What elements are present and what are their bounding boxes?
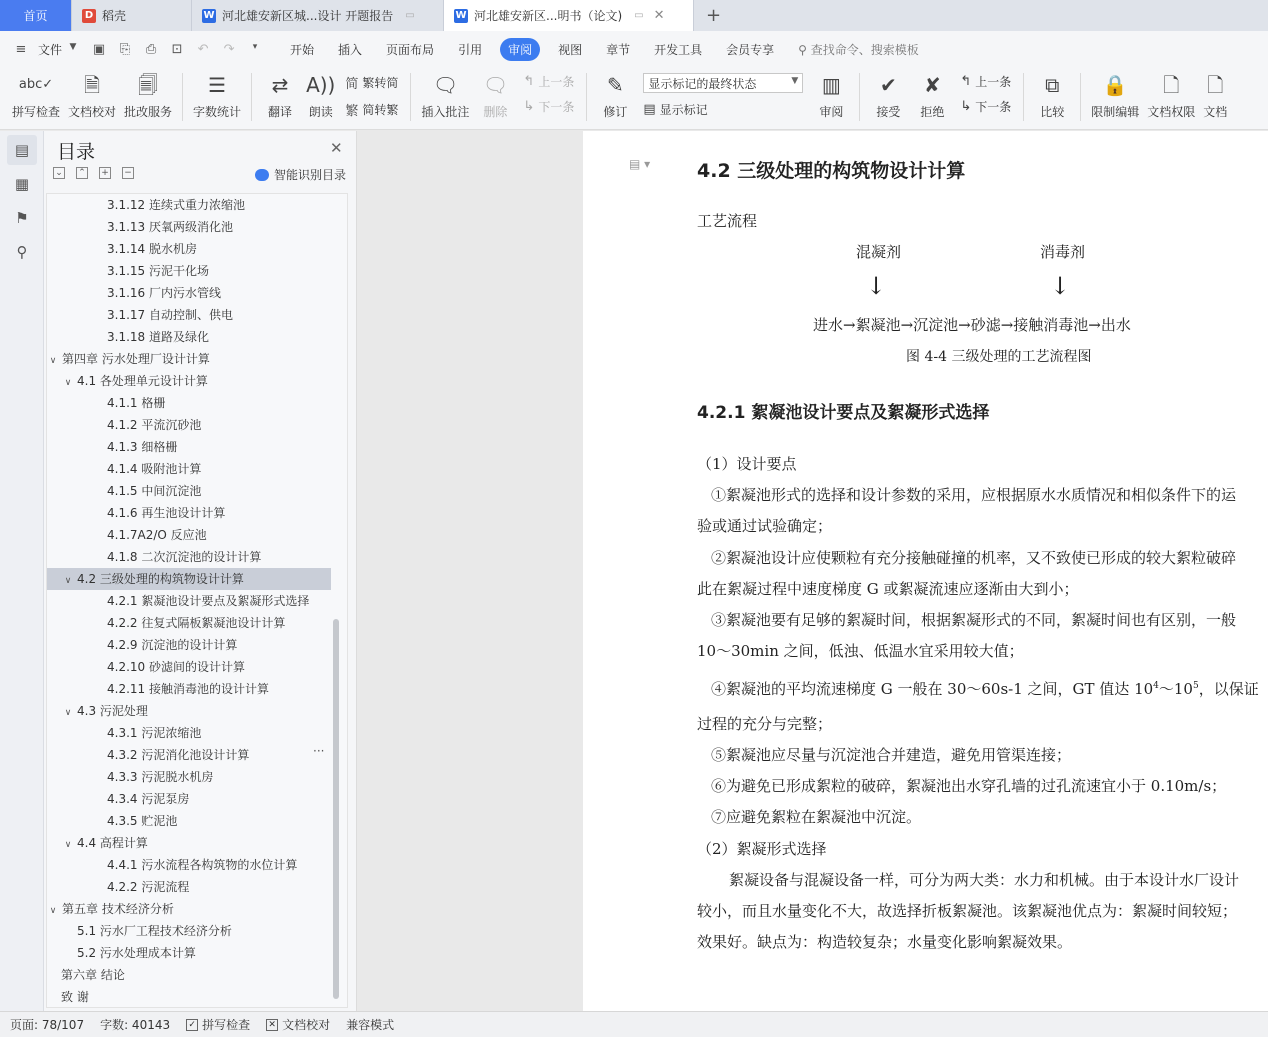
chevron-down-icon: ▼: [791, 76, 799, 86]
compare-icon: ⧉: [1045, 73, 1060, 97]
lock-doc-icon: 🔒: [1102, 73, 1128, 97]
tab-doc-thesis[interactable]: [444, 0, 694, 31]
body-line: ⑦应避免絮粒在絮凝池中沉淀。: [711, 808, 922, 826]
toc-title: 目录: [57, 141, 96, 163]
reject-icon: ✘: [923, 73, 941, 97]
word-count-label: 字数统计: [193, 105, 242, 119]
toc-item-label: 4.1 各处理单元设计计算: [77, 374, 208, 388]
toc-item[interactable]: [47, 766, 331, 788]
read-aloud-label: 朗读: [308, 105, 333, 119]
word-doc-icon: W: [455, 10, 467, 21]
read-aloud-button[interactable]: [302, 67, 339, 120]
word-count-button[interactable]: [189, 67, 245, 120]
next-comment-button[interactable]: [523, 98, 574, 115]
trad-to-simp-button[interactable]: [345, 73, 398, 92]
toc-item-label: 4.3 污泥处理: [77, 704, 148, 718]
accept-button[interactable]: [866, 67, 910, 120]
menu-reference[interactable]: 引用: [458, 42, 483, 57]
compare-button[interactable]: [1030, 67, 1074, 120]
toc-item[interactable]: [47, 392, 331, 414]
body-line: 效果好。缺点为：构造较复杂；水量变化影响絮凝效果。: [697, 933, 1073, 951]
superscript: 4: [1153, 681, 1159, 691]
translate-button[interactable]: [258, 67, 302, 120]
smart-toc-label: 智能识别目录: [274, 168, 347, 182]
prev-comment-button[interactable]: [523, 73, 574, 90]
menu-review[interactable]: 审阅: [500, 38, 540, 61]
command-search-label: 查找命令、搜索模板: [810, 42, 919, 57]
redo-icon[interactable]: ↷: [223, 42, 235, 57]
toc-item-label: 4.2.1 絮凝池设计要点及絮凝形式选择: [107, 594, 310, 608]
toc-item[interactable]: [47, 964, 331, 986]
translate-label: 翻译: [268, 105, 293, 119]
tab-doc-proposal[interactable]: [192, 0, 444, 31]
toc-item-label: 5.1 污水厂工程技术经济分析: [77, 924, 232, 938]
toc-item-label: 4.1.7A2/O 反应池: [107, 528, 207, 542]
daoke-icon: D: [82, 9, 96, 23]
smart-toc-button[interactable]: [255, 166, 346, 183]
next-comment-icon: ↳: [523, 99, 535, 114]
toc-panel: [44, 131, 357, 1011]
toc-item-label: 4.2.2 往复式隔板絮凝池设计计算: [107, 616, 286, 630]
smart-toc-icon: [255, 169, 269, 181]
track-changes-icon: ✎: [606, 73, 624, 97]
compare-label: 比较: [1040, 105, 1065, 119]
toc-list: [46, 193, 348, 1008]
batch-service-icon: 🗐: [138, 73, 159, 97]
tab-monitor-icon: ▭: [634, 10, 644, 21]
status-doc-check[interactable]: [266, 1016, 330, 1033]
export-icon[interactable]: ⎘: [119, 42, 131, 57]
toc-item[interactable]: [47, 414, 331, 436]
toc-item[interactable]: [47, 216, 331, 238]
toc-item[interactable]: [47, 854, 331, 876]
spell-check-icon: abc✓: [18, 77, 54, 92]
toc-item[interactable]: [47, 920, 331, 942]
chevron-down-icon[interactable]: ∨: [64, 576, 72, 586]
toc-item[interactable]: [47, 546, 331, 568]
checkbox-icon: ✓: [186, 1019, 198, 1031]
toc-item[interactable]: [47, 348, 331, 370]
body-line: ①絮凝池形式的选择和设计参数的采用，应根据原水水质情况和相似条件下的运: [711, 486, 1237, 504]
menu-view[interactable]: 视图: [558, 42, 583, 57]
arrow-down-icon: ↓: [1050, 272, 1071, 300]
toc-item-label: 4.1.6 再生池设计计算: [107, 506, 226, 520]
insert-comment-label: 插入批注: [421, 105, 470, 119]
body-line: 絮凝设备与混凝设备一样，可分为两大类：水力和机械。由于本设计水厂设计: [729, 871, 1240, 889]
body-text: ～10: [1158, 680, 1193, 698]
next-change-icon: ↳: [960, 99, 972, 114]
doc-more-button[interactable]: [1199, 67, 1231, 120]
revise-button[interactable]: [593, 67, 637, 120]
ribbon-divider: [410, 73, 411, 121]
tab-daoke-label: 稻壳: [102, 9, 127, 23]
toc-item-label: 4.1.8 二次沉淀池的设计计算: [107, 550, 262, 564]
translate-icon: ⇄: [271, 73, 289, 97]
collapse-all-icon[interactable]: −: [122, 167, 134, 179]
body-line: ⑤絮凝池应尽量与沉淀池合并建造，避免用管渠连接；: [711, 746, 1072, 764]
spell-check-button[interactable]: [8, 67, 64, 120]
ribbon-divider: [1080, 73, 1081, 121]
body-line: 10～30min 之间，低浊、低温水宜采用较大值；: [697, 642, 1024, 660]
toc-item[interactable]: [47, 700, 331, 722]
print-preview-icon[interactable]: ⊡: [171, 42, 183, 57]
doc-permission-label: 文档权限: [1147, 105, 1196, 119]
toc-item[interactable]: [47, 282, 331, 304]
toc-item[interactable]: [47, 304, 331, 326]
toc-item[interactable]: [47, 568, 331, 590]
bookmark-icon[interactable]: ⚑: [15, 209, 29, 227]
restrict-edit-button[interactable]: [1087, 67, 1143, 120]
outline-icon[interactable]: ▤: [7, 135, 37, 165]
simp-trad-icon: 繁: [345, 104, 359, 119]
chevron-down-icon[interactable]: ∨: [64, 378, 72, 388]
ribbon-divider: [182, 73, 183, 121]
add-comment-icon: 🗨: [432, 73, 459, 97]
body-line: 验或通过试验确定；: [697, 517, 833, 535]
toc-item-label: 4.1.3 细格栅: [107, 440, 178, 454]
toc-item[interactable]: [47, 986, 331, 1008]
toc-item-label: 4.4 高程计算: [77, 836, 148, 850]
document-canvas: [357, 131, 583, 1011]
search-icon: ⚲: [798, 42, 807, 57]
toc-item-label: 4.1.4 吸附池计算: [107, 462, 202, 476]
word-count[interactable]: 字数: 40143: [100, 1018, 171, 1032]
revise-label: 修订: [603, 105, 628, 119]
batch-service-button[interactable]: [120, 67, 176, 120]
toc-item-label: 3.1.17 自动控制、供电: [107, 308, 233, 322]
subsection-heading: 4.2.1 絮凝池设计要点及絮凝形式选择: [697, 403, 990, 423]
review-pane-label: 审阅: [819, 105, 844, 119]
document-page[interactable]: [583, 131, 1268, 1011]
review-pane-button[interactable]: [809, 67, 853, 120]
toc-item-label: 4.3.5 贮泥池: [107, 814, 178, 828]
status-bar: [0, 1011, 1268, 1037]
prev-comment-label: 上一条: [538, 75, 575, 89]
expand-all-icon[interactable]: +: [99, 167, 111, 179]
page-menu-icon[interactable]: ▤ ▾: [629, 157, 651, 171]
toc-item[interactable]: [47, 260, 331, 282]
toc-item-label: 第六章 结论: [61, 968, 125, 982]
toc-item-label: 5.2 污水处理成本计算: [77, 946, 196, 960]
command-search[interactable]: [798, 41, 919, 58]
title-tab-bar: [0, 0, 1268, 31]
reagent-coagulant: 混凝剂: [856, 243, 902, 261]
toc-item-label: 4.4.1 污水流程各构筑物的水位计算: [107, 858, 298, 872]
body-line: ⑥为避免已形成絮粒的破碎，絮凝池出水穿孔墙的过孔流速宜小于 0.10m/s；: [711, 777, 1227, 795]
spell-check-label: 拼写检查: [12, 105, 61, 119]
toc-item[interactable]: [47, 370, 331, 392]
toc-item-label: 3.1.15 污泥干化场: [107, 264, 209, 278]
toc-scrollbar[interactable]: [333, 619, 339, 999]
search-icon[interactable]: ⚲: [16, 243, 28, 261]
menu-member[interactable]: 会员专享: [726, 42, 775, 57]
doc-permission-button[interactable]: [1143, 67, 1199, 120]
print-icon[interactable]: ⎙: [145, 42, 157, 57]
read-aloud-icon: A)): [306, 73, 336, 97]
toc-item-label: 4.1.1 格栅: [107, 396, 166, 410]
next-change-label: 下一条: [975, 100, 1012, 114]
status-spell-check[interactable]: [186, 1016, 250, 1033]
body-text: ，以保证: [1198, 680, 1259, 698]
batch-service-label: 批改服务: [124, 105, 173, 119]
toc-item-label: 4.1.5 中间沉淀池: [107, 484, 202, 498]
tab-monitor-icon: ▭: [405, 10, 415, 21]
toc-item-label: 4.2 三级处理的构筑物设计计算: [77, 572, 244, 586]
side-rail: [0, 131, 44, 1011]
toc-item-label: 4.3.2 污泥消化池设计计算: [107, 748, 250, 762]
toc-item[interactable]: [47, 634, 331, 656]
toc-item-label: 3.1.13 厌氧两级消化池: [107, 220, 233, 234]
figure-caption: 图 4-4 三级处理的工艺流程图: [906, 349, 1092, 365]
doc-more-label: 文档: [1203, 105, 1228, 119]
checkbox-icon: ✕: [266, 1019, 278, 1031]
body-line: [711, 678, 1259, 699]
toc-item[interactable]: [47, 524, 331, 546]
toc-item[interactable]: [47, 590, 331, 612]
arrow-down-icon: ↓: [866, 272, 887, 300]
delete-comment-button[interactable]: [473, 67, 517, 120]
toc-toolbar: [53, 167, 134, 179]
status-spell-label: 拼写检查: [202, 1018, 251, 1032]
delete-comment-label: 删除: [483, 105, 508, 119]
process-flow: 进水→絮凝池→沉淀池→砂滤→接触消毒池→出水: [813, 316, 1131, 334]
delete-comment-icon: 🗨: [482, 73, 509, 97]
insert-comment-button[interactable]: [417, 67, 473, 120]
status-doc-check-label: 文档校对: [282, 1018, 331, 1032]
ribbon-divider: [251, 73, 252, 121]
show-markup-icon: ▤: [643, 102, 656, 117]
next-change-button[interactable]: [960, 98, 1011, 115]
toc-item-label: 4.2.11 接触消毒池的设计计算: [107, 682, 269, 696]
tab-doc-thesis-label: 河北雄安新区...明书（论文): [474, 9, 623, 23]
toc-item[interactable]: [47, 436, 331, 458]
prev-comment-icon: ↰: [523, 74, 535, 89]
body-line: 此在絮凝过程中速度梯度 G 或絮凝流速应逐渐由大到小；: [697, 580, 1079, 598]
word-count-icon: ☰: [208, 73, 227, 97]
tab-close-icon[interactable]: ✕: [653, 8, 665, 23]
toc-item[interactable]: [47, 898, 331, 920]
trad-to-simp-label: 繁转简: [362, 76, 399, 90]
body-line: 过程的充分与完整；: [697, 715, 833, 733]
toc-item[interactable]: [47, 656, 331, 678]
chapter-nav-icon[interactable]: ▦: [14, 175, 30, 193]
toc-item[interactable]: [47, 876, 331, 898]
doc-permission-icon: 🗋: [1163, 73, 1180, 97]
trad-simp-icon: 简: [345, 77, 359, 92]
toc-item[interactable]: [47, 480, 331, 502]
hamburger-icon[interactable]: ≡: [15, 42, 27, 57]
review-ribbon: [0, 67, 1268, 130]
toc-item-label: 4.3.1 污泥浓缩池: [107, 726, 202, 740]
markup-state-value: 显示标记的最终状态: [648, 77, 757, 91]
ribbon-divider: [859, 73, 860, 121]
markup-state-select[interactable]: [643, 73, 803, 93]
doc-more-icon: 🗋: [1207, 73, 1224, 97]
page-indicator[interactable]: 页面: 78/107: [10, 1018, 85, 1032]
toc-item-label: 4.2.10 砂滤间的设计计算: [107, 660, 245, 674]
prev-change-label: 上一条: [975, 75, 1012, 89]
toc-item[interactable]: [47, 744, 331, 766]
chevron-down-icon[interactable]: ∨: [49, 356, 57, 366]
save-icon[interactable]: ▣: [92, 42, 106, 57]
simp-to-trad-button[interactable]: [345, 100, 398, 119]
toc-item-label: 3.1.16 厂内污水管线: [107, 286, 221, 300]
process-label: 工艺流程: [697, 212, 758, 230]
next-comment-label: 下一条: [538, 100, 575, 114]
restrict-edit-label: 限制编辑: [1091, 105, 1140, 119]
form-choice-heading: （2）絮凝形式选择: [697, 840, 827, 858]
tab-daoke[interactable]: [72, 0, 192, 31]
body-line: ②絮凝池设计应使颗粒有充分接触碰撞的机率，又不致使已形成的较大絮粒破碎: [711, 549, 1237, 567]
toc-item-label: 4.3.3 污泥脱水机房: [107, 770, 214, 784]
toc-item-label: 4.2.2 污泥流程: [107, 880, 190, 894]
body-text: ④絮凝池的平均流速梯度 G 一般在 30～60s-1 之间，GT 值达 10: [711, 680, 1154, 698]
menu-layout[interactable]: 页面布局: [386, 42, 435, 57]
compat-mode: 兼容模式: [346, 1018, 395, 1032]
toc-item[interactable]: [47, 722, 331, 744]
tab-home[interactable]: 首页: [0, 0, 72, 31]
menu-developer[interactable]: 开发工具: [654, 42, 703, 57]
toc-item[interactable]: [47, 194, 331, 216]
reject-button[interactable]: [910, 67, 954, 120]
design-points-heading: （1）设计要点: [697, 455, 797, 473]
tab-doc-proposal-label: 河北雄安新区城...设计 开题报告: [222, 9, 394, 23]
toc-item[interactable]: [47, 458, 331, 480]
toc-item-label: 3.1.12 连续式重力浓缩池: [107, 198, 245, 212]
toc-item[interactable]: [47, 788, 331, 810]
toc-item-label: 第五章 技术经济分析: [62, 902, 174, 916]
show-markup-label: 显示标记: [659, 103, 708, 117]
toc-item[interactable]: [47, 326, 331, 348]
file-menu[interactable]: 文件: [38, 42, 63, 57]
show-markup-button[interactable]: [643, 101, 803, 118]
superscript: 5: [1192, 681, 1199, 691]
menu-chapter[interactable]: 章节: [606, 42, 631, 57]
toc-item[interactable]: [47, 832, 331, 854]
body-line: 较小，而且水量变化不大，故选择折板絮凝池。该絮凝池优点为：絮凝时间较短；: [697, 902, 1238, 920]
new-tab-button[interactable]: +: [706, 5, 722, 26]
menu-bar: [0, 31, 1268, 67]
more-options-icon[interactable]: ···: [313, 744, 325, 758]
ribbon-divider: [1023, 73, 1024, 121]
toc-item[interactable]: [47, 942, 331, 964]
reagent-disinfectant: 消毒剂: [1040, 243, 1086, 261]
toc-item[interactable]: [47, 678, 331, 700]
reject-label: 拒绝: [920, 105, 945, 119]
close-icon[interactable]: ✕: [330, 139, 343, 157]
toc-item-label: 3.1.14 脱水机房: [107, 242, 197, 256]
collapse-up-icon[interactable]: ⌃: [76, 167, 88, 179]
toc-item[interactable]: [47, 502, 331, 524]
toc-item-label: 致 谢: [61, 990, 89, 1004]
doc-check-icon: 🗎: [83, 73, 101, 97]
toc-item[interactable]: [47, 810, 331, 832]
accept-icon: ✔: [879, 73, 897, 97]
menu-insert[interactable]: 插入: [338, 42, 363, 57]
toc-item[interactable]: [47, 238, 331, 260]
word-doc-icon: W: [203, 10, 215, 21]
prev-change-button[interactable]: [960, 73, 1011, 90]
ribbon-divider: [586, 73, 587, 121]
body-line: ③絮凝池要有足够的絮凝时间，根据絮凝形式的不同，絮凝时间也有区别，一般: [711, 611, 1237, 629]
accept-label: 接受: [876, 105, 901, 119]
toc-item-label: 4.3.4 污泥泵房: [107, 792, 190, 806]
menu-start[interactable]: 开始: [290, 42, 315, 57]
chevron-down-icon[interactable]: ∨: [49, 906, 57, 916]
toc-item-label: 3.1.18 道路及绿化: [107, 330, 209, 344]
collapse-down-icon[interactable]: ⌄: [53, 167, 65, 179]
toc-item-label: 4.2.9 沉淀池的设计计算: [107, 638, 238, 652]
toc-item-label: 第四章 污水处理厂设计计算: [62, 352, 210, 366]
review-pane-icon: ▥: [821, 73, 841, 97]
customize-chevron-icon[interactable]: ▾: [252, 42, 258, 52]
chevron-down-icon[interactable]: ∨: [64, 840, 72, 850]
doc-check-label: 文档校对: [68, 105, 117, 119]
doc-check-button[interactable]: [64, 67, 120, 120]
chevron-down-icon[interactable]: ∨: [64, 708, 72, 718]
simp-to-trad-label: 简转繁: [362, 103, 399, 117]
chevron-down-icon: ▼: [69, 42, 77, 52]
toc-item[interactable]: [47, 612, 331, 634]
section-heading: 4.2 三级处理的构筑物设计计算: [697, 160, 966, 182]
prev-change-icon: ↰: [960, 74, 972, 89]
toc-item-label: 4.1.2 平流沉砂池: [107, 418, 202, 432]
undo-icon[interactable]: ↶: [197, 42, 209, 57]
